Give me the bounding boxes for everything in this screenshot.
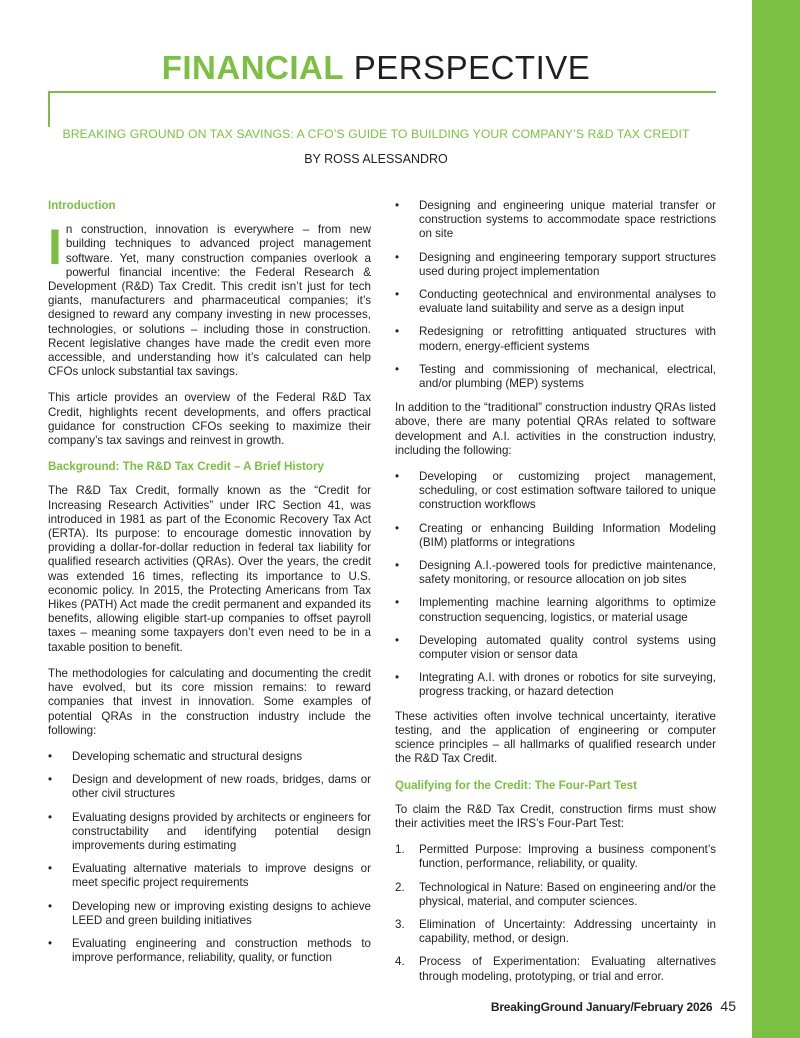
list-item [395, 288, 716, 316]
intro-paragraph-1 [48, 219, 371, 379]
list-item-text: Implementing machine learning algorithms to optimize construction sequencing, logistics, or material usage [419, 596, 716, 624]
list-item [48, 773, 371, 801]
software-qra-list [395, 470, 716, 700]
bullet-icon: • [395, 362, 400, 376]
list-item-text: Testing and commissioning of mechanical, electrical, and/or plumbing (MEP) systems [419, 362, 716, 391]
list-item [395, 559, 716, 587]
four-part-test-list [395, 843, 716, 984]
four-part-intro: To claim the R&D Tax Credit, construction firms must show their activities meet the IRS’s Four-Part Test: [395, 802, 716, 830]
bullet-icon: • [395, 671, 400, 685]
bullet-icon: • [395, 199, 400, 212]
header-rule-vertical [48, 91, 50, 127]
list-item-text: Developing schematic and structural designs [72, 749, 303, 763]
list-item-text: Creating or enhancing Building Information Modeling (BIM) platforms or integrations [419, 521, 716, 549]
bullet-icon: • [395, 250, 400, 264]
bullet-icon: • [48, 899, 53, 913]
list-item-text: Designing and engineering temporary support structures used during project implementation [419, 250, 716, 278]
masthead-light: PERSPECTIVE [353, 49, 591, 86]
header-rule [48, 91, 716, 93]
bullet-icon: • [395, 288, 400, 302]
list-item [48, 937, 371, 965]
masthead-bold: FINANCIAL [161, 49, 345, 86]
list-item [395, 881, 716, 909]
list-item [395, 843, 716, 871]
bullet-icon: • [395, 633, 400, 647]
list-number: 1. [395, 843, 405, 857]
hallmarks-paragraph: These activities often involve technical uncertainty, iterative testing, and the application of engineering or computer science principles – all hallmarks of qualified research under the R&D Tax Credit. [395, 709, 716, 766]
bullet-icon: • [48, 810, 53, 824]
page-footer [491, 998, 736, 1014]
bullet-icon: • [48, 749, 53, 763]
section-masthead [0, 48, 752, 88]
qualify-heading: Qualifying for the Credit: The Four-Part Test [395, 778, 637, 792]
bullet-icon: • [48, 862, 53, 876]
list-item-text: Conducting geotechnical and environmental analyses to evaluate land suitability and serve as a design input [419, 288, 716, 316]
bullet-icon: • [395, 596, 400, 610]
byline: BY ROSS ALESSANDRO [304, 152, 448, 166]
list-item [395, 596, 716, 624]
bullet-icon: • [395, 470, 400, 484]
list-item [395, 325, 716, 353]
list-item [395, 634, 716, 662]
software-qra-intro: In addition to the “traditional” construction industry QRAs listed above, there are many potential QRAs related to software development and A.I. activities in the construction industry, including the following: [395, 401, 716, 457]
list-item [48, 862, 371, 890]
list-item [395, 955, 716, 983]
green-side-bar [752, 0, 800, 1038]
intro-paragraph-2: This article provides an overview of the Federal R&D Tax Credit, highlights recent developments, and offers practical guidance for construction CFOs seeking to maximize their company’s tax savings and reinvest in growth. [48, 391, 371, 448]
list-item [395, 251, 716, 279]
list-item [395, 522, 716, 550]
list-item [48, 811, 371, 854]
list-item [395, 363, 716, 391]
list-item-text: Evaluating engineering and construction methods to improve performance, reliability, quality, or function [72, 936, 371, 965]
list-item-text: Developing automated quality control systems using computer vision or sensor data [419, 633, 716, 662]
background-paragraph-1: The R&D Tax Credit, formally known as the “Credit for Increasing Research Activities” under IRC Section 41, was introduced in 1981 as part of the Economic Recovery Tax Act (ERTA). Its purpose: to encourage domestic innovation by providing a dollar-for-dollar reduction in federal tax liability for qualified research activities (QRAs). Over the years, the credit was extended 16 times, reflecting its importance to U.S. economic policy. In 2015, the Protecting Americans from Tax Hikes (PATH) Act made the credit permanent and expanded its benefits, allowing eligible start-up companies to offset payroll taxes – meaning some taxpayers don’t even need to be in a taxable position to benefit. [48, 484, 371, 654]
list-item [395, 470, 716, 513]
list-item-text: Redesigning or retrofitting antiquated structures with modern, energy-efficient systems [419, 325, 716, 353]
intro-paragraph-1-text: n construction, innovation is everywhere – from new building techniques to advanced project management software. Yet, many construction companies overlook a powerful financial incentive: the Federal Research & Development (R&D) Tax Credit. This credit isn’t just for tech giants, manufacturers and pharmaceutical companies; it’s designed to reward any company investing in new processes, technologies, or solutions – including those in construction. Recent legislative changes have made the credit even more accessible, and understanding how it’s calculated can help CFOs unlock substantial tax savings. [48, 223, 371, 379]
list-item-text: Technological in Nature: Based on engineering and/or the physical, material, and computer sciences. [419, 880, 716, 908]
bullet-icon: • [48, 936, 53, 950]
qra-list-left [48, 750, 371, 965]
list-number: 3. [395, 917, 405, 931]
list-item-text: Evaluating alternative materials to improve designs or meet specific project requirements [72, 862, 371, 890]
list-item-text: Designing and engineering unique material transfer or construction systems to accommodate space restrictions on site [419, 199, 716, 241]
right-column [395, 199, 716, 994]
list-item-text: Developing or customizing project management, scheduling, or cost estimation software tailored to unique construction workflows [419, 470, 716, 512]
list-item [48, 900, 371, 928]
list-item-text: Designing A.I.-powered tools for predictive maintenance, safety monitoring, or resource allocation on job sites [419, 559, 716, 587]
list-item [395, 199, 716, 242]
list-item [48, 750, 371, 764]
list-number: 4. [395, 955, 405, 969]
article-subtitle: BREAKING GROUND ON TAX SAVINGS: A CFO’S GUIDE TO BUILDING YOUR COMPANY’S R&D TAX CREDIT [62, 127, 690, 141]
bullet-icon: • [395, 521, 400, 535]
publication-title: BreakingGround January/February 2026 [490, 1000, 713, 1014]
list-item-text: Process of Experimentation: Evaluating alternatives through modeling, prototyping, or trial and error. [419, 955, 716, 983]
list-item-text: Developing new or improving existing designs to achieve LEED and green building initiatives [72, 899, 371, 927]
drop-cap: I [48, 219, 62, 276]
background-heading: Background: The R&D Tax Credit – A Brief History [48, 460, 324, 474]
list-item-text: Elimination of Uncertainty: Addressing uncertainty in capability, method, or design. [419, 917, 716, 946]
page-number: 45 [720, 998, 736, 1014]
bullet-icon: • [395, 325, 400, 339]
left-column [48, 199, 371, 975]
intro-heading: Introduction [48, 199, 116, 212]
list-item-text: Evaluating designs provided by architects or engineers for constructability and identifying potential design improvements during estimating [72, 810, 371, 852]
list-number: 2. [395, 880, 405, 894]
qra-list-right [395, 199, 716, 391]
bullet-icon: • [395, 559, 400, 573]
list-item [395, 918, 716, 946]
background-paragraph-2: The methodologies for calculating and documenting the credit have evolved, but its core mission remains: to reward companies that invest in innovation. Some examples of potential QRAs in the construction industry include the following: [48, 666, 371, 737]
list-item-text: Integrating A.I. with drones or robotics for site surveying, progress tracking, or hazard detection [419, 671, 716, 699]
list-item [395, 671, 716, 699]
list-item-text: Design and development of new roads, bridges, dams or other civil structures [72, 773, 371, 801]
list-item-text: Permitted Purpose: Improving a business component’s function, performance, reliability, or quality. [419, 843, 716, 871]
bullet-icon: • [48, 773, 53, 787]
